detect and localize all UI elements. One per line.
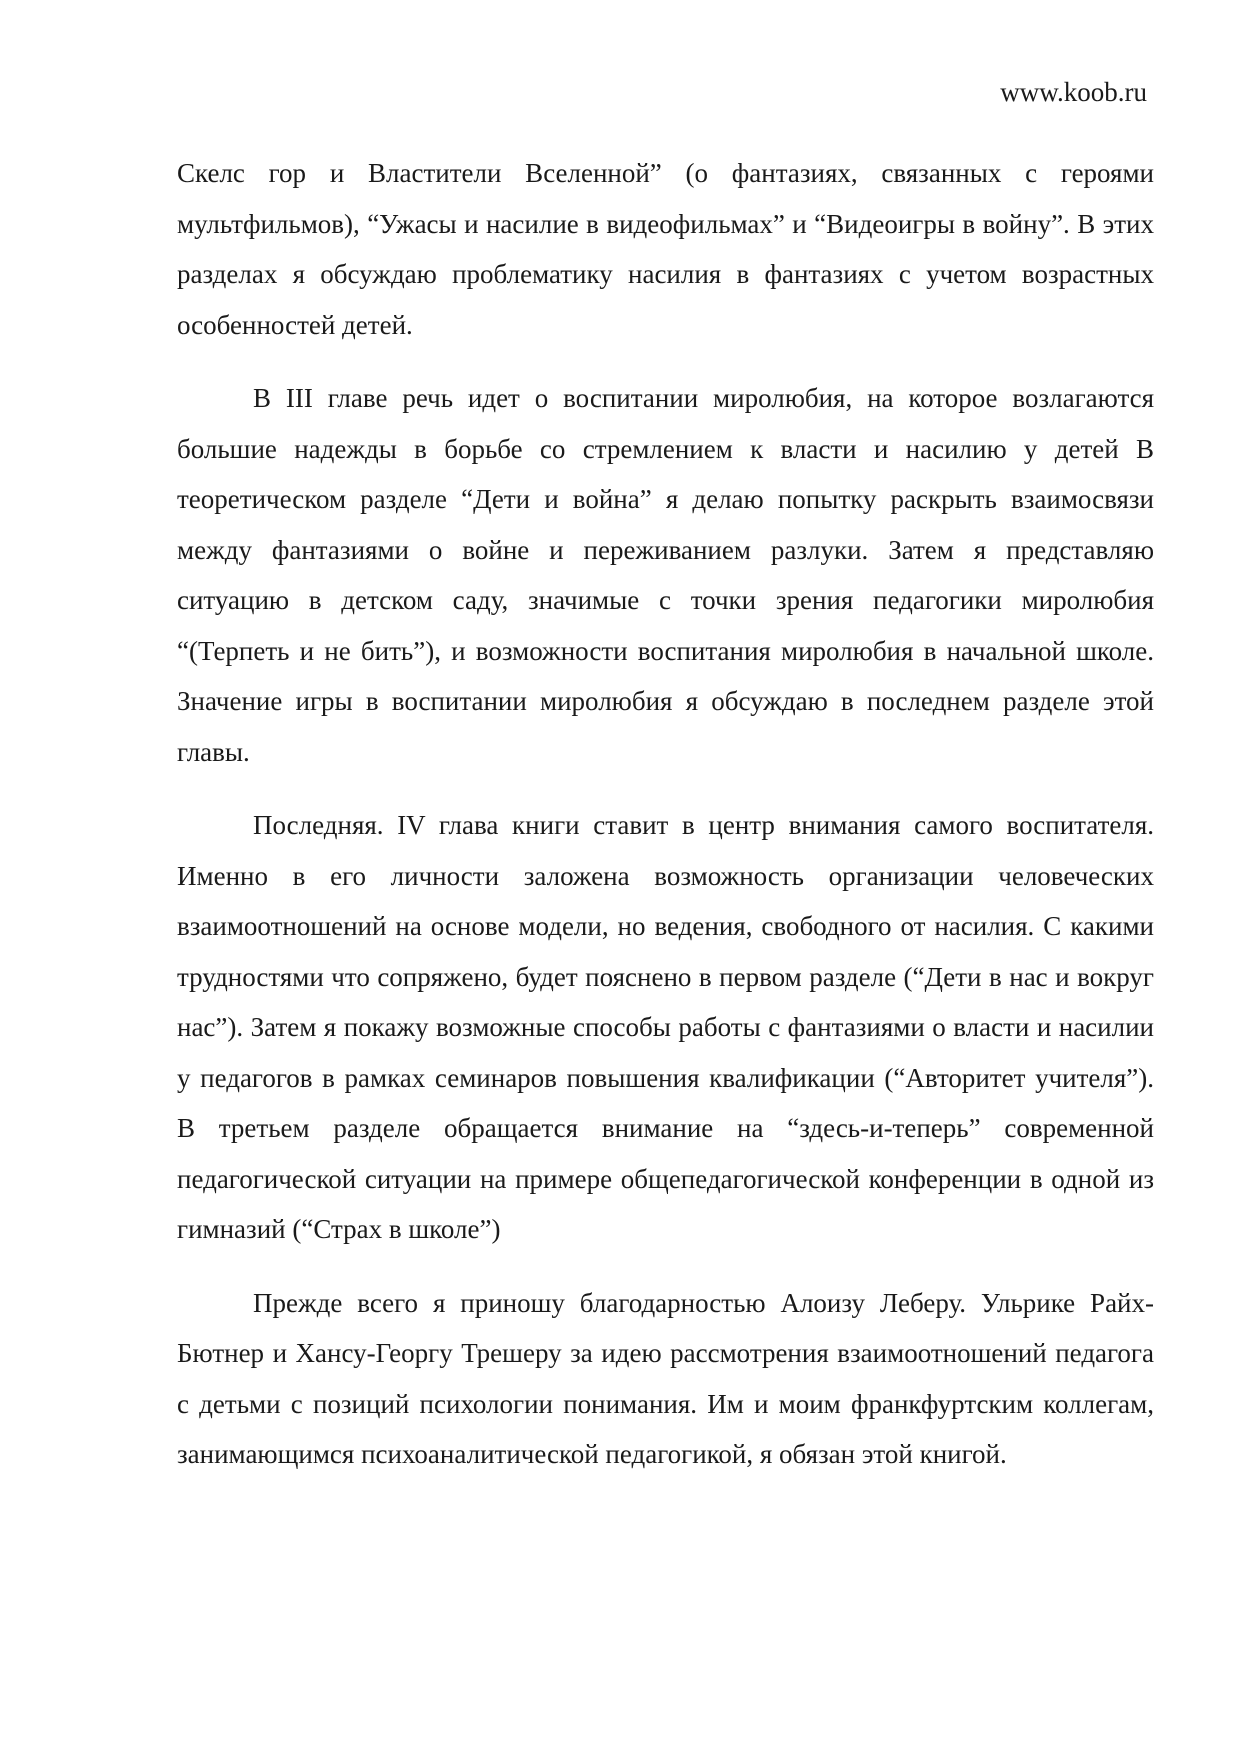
paragraph-continuation: Скелс гор и Властители Вселенной” (о фантазиях, связанных с героями мультфильмов), “Ужасы и насилие в видеофильмах” и “Видеоигры в войну”. В этих разделах я обсуждаю проблематику насилия в фантазиях с учетом возрастных особенностей детей.	[177, 158, 1154, 340]
paragraph-acknowledgements: Прежде всего я приношу благодарностью Алоизу Леберу. Ульрике Райх-Бютнер и Хансу-Георгу Трешеру за идею рассмотрения взаимоотношений педагога с детьми с позиций психологии понимания. Им и моим франкфуртским коллегам, занимающимся психоаналитической педагогикой, я обязан этой книгой.	[177, 1287, 1154, 1469]
header-url: www.koob.ru	[1000, 77, 1147, 107]
paragraph-chapter-4: Последняя. IV глава книги ставит в центр внимания самого воспитателя. Именно в его личности заложена возможность организации человеческих взаимоотношений на основе модели, но ведения, свободного от насилия. С какими трудностями что сопряжено, будет пояснено в первом разделе (“Дети в нас и вокруг нас”). Затем я покажу возможные способы работы с фантазиями о власти и насилии у педагогов в рамках семинаров повышения квалификации (“Авторитет учителя”). В третьем разделе обращается внимание на “здесь-и-теперь” современной педагогической ситуации на примере общепедагогической конференции в одной из гимназий (“Страх в школе”)	[177, 810, 1154, 1244]
page-body	[177, 148, 1154, 1503]
paragraph-chapter-3: В III главе речь идет о воспитании миролюбия, на которое возлагаются большие надежды в борьбе со стремлением к власти и насилию у детей В теоретическом разделе “Дети и война” я делаю попытку раскрыть взаимосвязи между фантазиями о войне и переживанием разлуки. Затем я представляю ситуацию в детском саду, значимые с точки зрения педагогики миролюбия “(Терпеть и не бить”), и возможности воспитания миролюбия в начальной школе. Значение игры в воспитании миролюбия я обсуждаю в последнем разделе этой главы.	[177, 383, 1154, 767]
